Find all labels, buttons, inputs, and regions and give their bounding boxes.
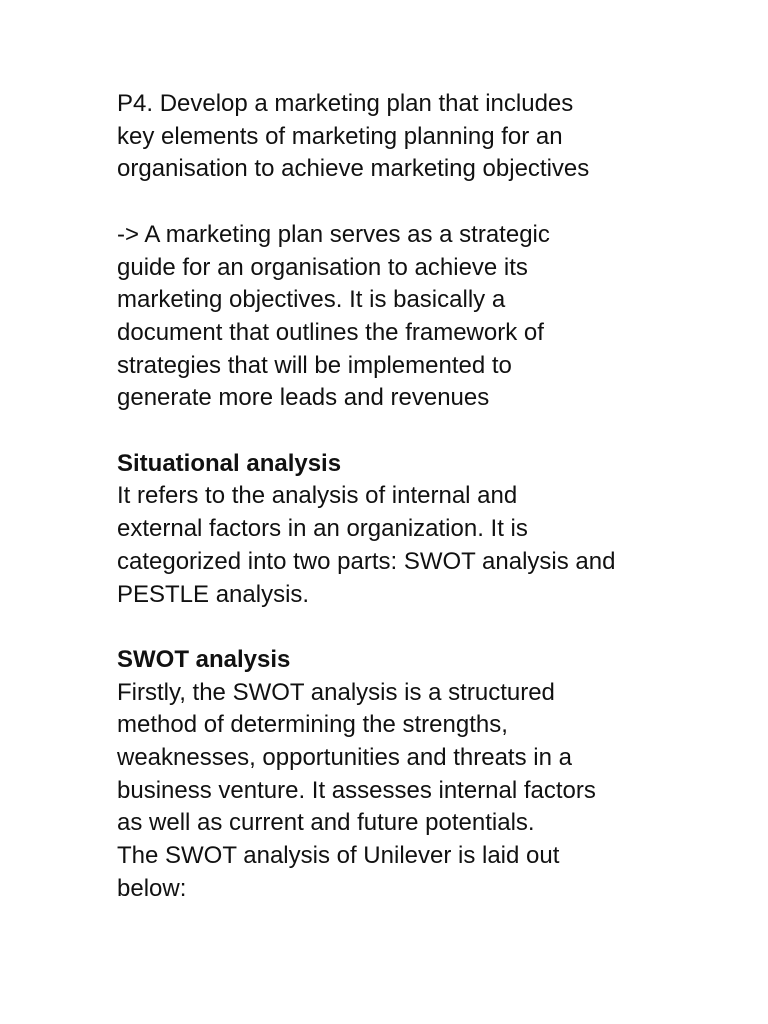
- swot-line: Firstly, the SWOT analysis is a structured: [117, 678, 555, 706]
- task-title-line: P4. Develop a marketing plan that includes: [117, 90, 574, 117]
- swot-line: method of determining the strengths,: [117, 711, 508, 739]
- intro-line: marketing objectives. It is basically a: [117, 286, 506, 314]
- paragraph-spacer: [117, 611, 677, 644]
- intro-paragraph: [117, 219, 677, 415]
- situational-line: PESTLE analysis.: [117, 580, 310, 608]
- paragraph-spacer: [117, 415, 677, 448]
- situational-analysis-heading: Situational analysis: [117, 449, 342, 477]
- paragraph-spacer: [117, 186, 677, 219]
- situational-line: It refers to the analysis of internal and: [117, 482, 518, 510]
- intro-line: guide for an organisation to achieve its: [117, 253, 528, 281]
- situational-line: external factors in an organization. It is: [117, 515, 528, 543]
- swot-analysis-section: [117, 644, 677, 906]
- document-page: [117, 88, 677, 906]
- task-title-line: key elements of marketing planning for an: [117, 122, 563, 150]
- intro-line: generate more leads and revenues: [117, 384, 490, 412]
- intro-line: document that outlines the framework of: [117, 318, 544, 346]
- swot-line: as well as current and future potentials.: [117, 809, 535, 837]
- swot-analysis-heading: SWOT analysis: [117, 645, 291, 673]
- swot-line: business venture. It assesses internal factors: [117, 776, 596, 804]
- situational-line: categorized into two parts: SWOT analysis and: [117, 547, 616, 575]
- intro-line: -> A marketing plan serves as a strategic: [117, 220, 550, 248]
- swot-line: weaknesses, opportunities and threats in a: [117, 744, 572, 772]
- intro-line: strategies that will be implemented to: [117, 351, 512, 379]
- situational-analysis-section: [117, 448, 677, 612]
- task-title-line: organisation to achieve marketing objectives: [117, 155, 590, 183]
- swot-line: The SWOT analysis of Unilever is laid out: [117, 842, 560, 870]
- swot-line: below:: [117, 874, 187, 902]
- task-title: [117, 88, 677, 186]
